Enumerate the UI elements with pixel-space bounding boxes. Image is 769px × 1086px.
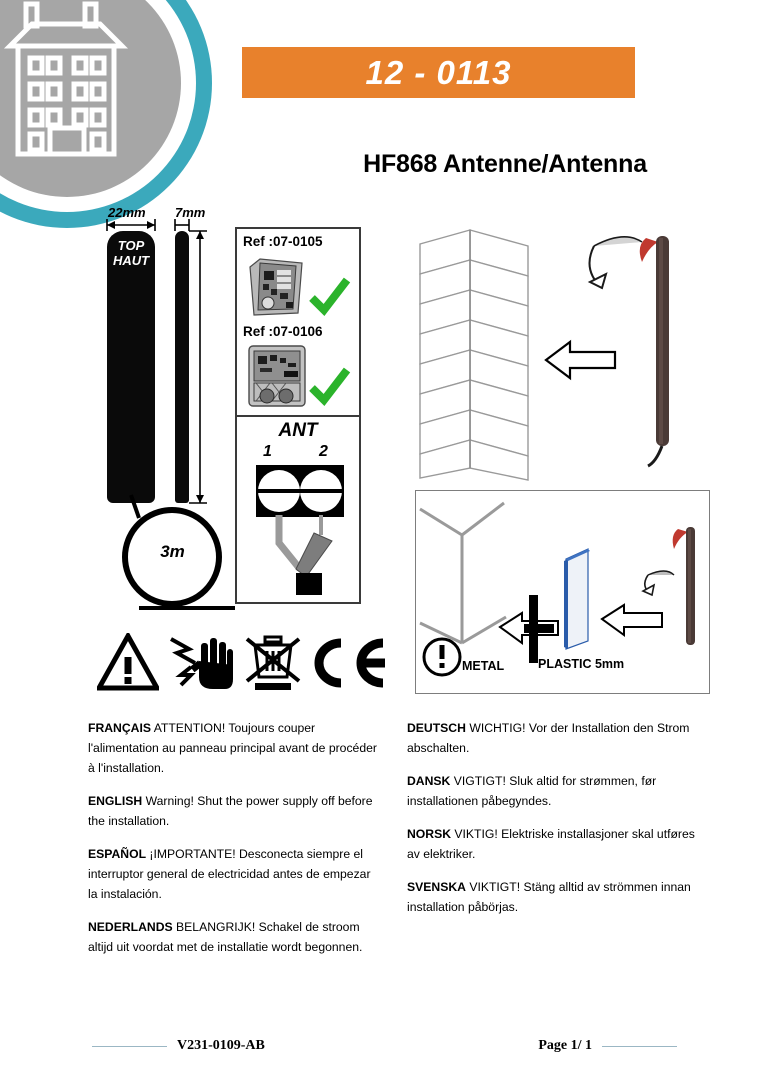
- document-version: V231-0109-AB: [177, 1038, 265, 1053]
- warning-language: SVENSKA: [407, 880, 466, 894]
- warning-item: [88, 791, 380, 831]
- antenna-side-view: [175, 231, 189, 503]
- warning-language: NEDERLANDS: [88, 920, 173, 934]
- antenna-top-line1: TOP: [117, 238, 145, 253]
- ant-screw-terminals: [256, 465, 344, 517]
- warning-text: ¡IMPORTANTE! Desconecta siempre el interruptor general de electricidad antes de empezar la instalación.: [88, 847, 371, 901]
- ant-terminal-2-label: 2: [319, 443, 328, 460]
- warnings-column-left: [88, 718, 380, 970]
- warning-text: ATTENTION! Toujours couper l'alimentation au panneau principal avant de procéder à l'installation.: [88, 721, 377, 775]
- reference-label-07-0105: Ref :07-0105: [243, 234, 323, 249]
- warnings-column-right: [407, 718, 697, 930]
- mount-arrow-to-plastic: [602, 605, 662, 635]
- warning-item: [407, 771, 697, 811]
- warning-text: BELANGRIJK! Schakel de stroom altijd uit voordat met de installatie wordt begonnen.: [88, 920, 363, 954]
- curved-peel-arrow: [590, 237, 643, 288]
- weee-crossed-bin-icon: [245, 633, 301, 691]
- warning-item: [407, 718, 697, 758]
- small-peel-arrow: [643, 571, 674, 595]
- reference-07-0106-check-icon: [307, 364, 352, 409]
- reference-label-07-0106: Ref :07-0106: [243, 324, 323, 339]
- brick-wall-corner: [420, 230, 528, 480]
- footer-rule-right: [602, 1046, 677, 1047]
- ant-terminal-box: [235, 415, 361, 604]
- page-title: HF868 Antenne/Antenna: [363, 150, 647, 178]
- ant-box-title: ANT: [278, 420, 318, 441]
- antenna-top-marking: [107, 238, 155, 268]
- warning-language: DEUTSCH: [407, 721, 466, 735]
- warning-text: WICHTIG! Vor der Installation den Strom abschalten.: [407, 721, 690, 755]
- warning-language: ESPAÑOL: [88, 847, 147, 861]
- apartment-building-icon: [0, 0, 142, 165]
- plastic-caption: PLASTIC 5mm: [538, 657, 625, 671]
- header-logo-badge: [0, 0, 212, 228]
- ce-mark-icon: [309, 637, 387, 689]
- plastic-panel: [564, 549, 590, 649]
- product-code-text: 12 - 0113: [365, 53, 512, 91]
- warning-language: ENGLISH: [88, 794, 143, 808]
- ant-terminal-1-label: 1: [263, 443, 272, 460]
- exclamation-circle-icon: [424, 639, 460, 675]
- dimension-width-label: 22mm: [108, 205, 146, 220]
- blocked-arrow-to-metal: [500, 595, 558, 663]
- warning-text: VIKTIGT! Stäng alltid av strömmen innan installation påbörjas.: [407, 880, 691, 914]
- mounting-surface-box: [415, 490, 710, 694]
- antenna-front-view: [107, 231, 155, 503]
- warning-text: VIGTIGT! Sluk altid for strømmen, før installationen påbegyndes.: [407, 774, 657, 808]
- wall-mount-diagram: [410, 218, 710, 486]
- warning-item: [88, 917, 380, 957]
- antenna-with-adhesive-small: [673, 527, 695, 645]
- warning-item: [407, 877, 697, 917]
- metal-caption: METAL: [462, 659, 505, 673]
- safety-icon-row: [97, 633, 387, 695]
- control-panel-07-0105-image: [246, 253, 306, 319]
- antenna-with-adhesive: [640, 236, 669, 466]
- blocked-cross-horizontal: [524, 624, 554, 633]
- warning-triangle-icon: [97, 633, 159, 691]
- electric-shock-hand-icon: [169, 633, 235, 691]
- ant-connector-wires: [256, 515, 344, 597]
- warning-language: FRANÇAIS: [88, 721, 151, 735]
- compatible-references-box: [235, 227, 361, 419]
- antenna-dimensions-diagram: [95, 205, 370, 620]
- page-footer: [92, 1036, 677, 1056]
- warning-text: Warning! Shut the power supply off before the installation.: [88, 794, 373, 828]
- metal-corner-wireframe: [420, 503, 506, 643]
- mount-arrow-left: [546, 342, 615, 378]
- reference-07-0105-check-icon: [307, 274, 352, 319]
- warning-item: [88, 718, 380, 778]
- control-panel-07-0106-image: [246, 343, 308, 409]
- antenna-top-line2: HAUT: [112, 253, 150, 268]
- warning-text: VIKTIG! Elektriske installasjoner skal utføres av elektriker.: [407, 827, 695, 861]
- page-number: Page 1/ 1: [538, 1038, 592, 1053]
- warning-item: [88, 844, 380, 904]
- footer-rule-left: [92, 1046, 167, 1047]
- dimension-thickness-label: 7mm: [175, 205, 206, 220]
- warning-item: [407, 824, 697, 864]
- warning-language: NORSK: [407, 827, 452, 841]
- warning-language: DANSK: [407, 774, 451, 788]
- cable-length-label: 3m: [160, 542, 185, 561]
- product-code-banner: [242, 47, 635, 98]
